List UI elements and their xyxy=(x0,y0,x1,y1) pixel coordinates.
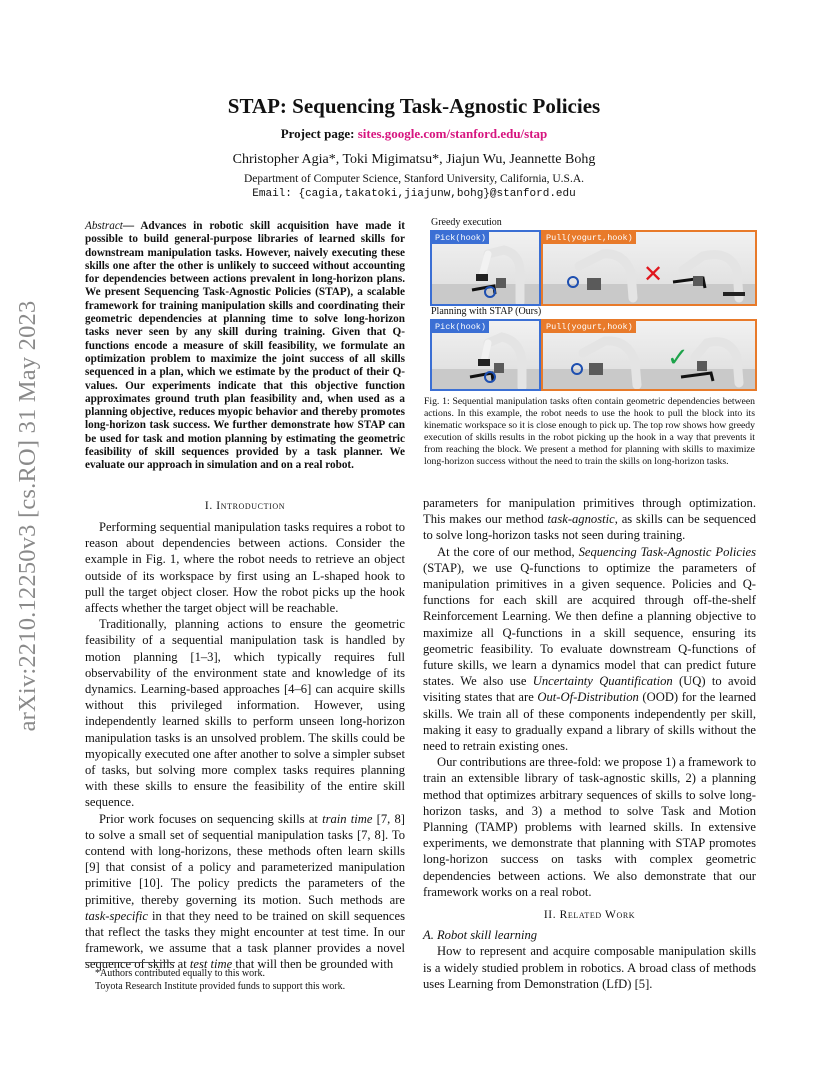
panel-tag: Pick(hook) xyxy=(432,232,489,244)
fig-panel-greedy-pick xyxy=(430,230,541,306)
arxiv-stamp xyxy=(0,276,56,756)
fig-row1-label: Greedy execution xyxy=(431,217,502,228)
email: Email: {cagia,takatoki,jiajunw,bohg}@stanford.edu xyxy=(252,188,576,200)
intro-paragraph-3: Prior work focuses on sequencing skills at train time [7, 8] to solve a small set of sequential manipulation tasks [7, 8]. To contend with long-horizons, these methods often learn skills [9] that consist of a policy and parameterized manipulation primitive [10]. The policy predicts the parameters of the primitive, thereby governing its motion. Such methods are task-specific in that they need to be trained on skill sequences that reflect the tasks they might encounter at test time. In our framework, we assume that a task planner provides a novel sequence of skills at test time that will then be grounded with xyxy=(85,811,405,972)
figure-caption: Fig. 1: Sequential manipulation tasks often contain geometric dependencies between actions. In this example, the robot needs to use the hook to pull the block into its kinematic workspace so it is close enough to pick up. The top row shows how greedy execution of skills results in the robot picking up the hook in a way that prevents it from reaching the block. We present a method for planning with skills to maximize long-horizon success without the need to train the skills on long-horizon tasks. xyxy=(424,396,755,467)
related-work-heading: II. Related Work xyxy=(543,909,636,922)
footnotes xyxy=(85,967,405,993)
intro-paragraph-1: Performing sequential manipulation tasks requires a robot to reason about dependencies between actions. Consider the example in Fig. 1, where the robot needs to retrieve an object outside of its workspace by first using an L-shaped hook to pull the target object closer. How the robot picks up the hook affects whether the target object will be reachable. xyxy=(85,520,405,616)
right-paragraph-3: Our contributions are three-fold: we propose 1) a framework to train an extensible library of task-agnostic skills, 2) a planning method that optimizes arbitrary sequences of skills to solve long-horizon tasks, and 3) a method to solve Task and Motion Planning (TAMP) problems with learned skills. In extensive experiments, we demonstrate that planning with STAP promotes long-horizon success on tasks with complex geometric dependencies between actions. We also demonstrate that our framework works on a real robot. xyxy=(423,755,756,899)
panel-tag: Pull(yogurt,hook) xyxy=(543,232,636,244)
subsection-heading: A. Robot skill learning xyxy=(423,928,538,943)
right-paragraph-2: At the core of our method, Sequencing Task-Agnostic Policies (STAP), we use Q-functions to optimize the parameters of manipulation primitives in a given sequence. Policies and Q-functions for each skill are acquired through off-the-shelf Reinforcement Learning. We then define a planning objective to maximize all Q-functions in a skill sequence, ensuring its geometric feasibility. To evaluate downstream Q-functions of future skills, we learn a dynamics model that can predict future states. We also use Uncertainty Quantification (UQ) to avoid visiting states that are Out-Of-Distribution (OOD) for the learned skills. We train all of these components independently per skill, making it easy to gradually expand a library of skills without the need to retrain existing ones. xyxy=(423,544,756,754)
fig-row2-label: Planning with STAP (Ours) xyxy=(431,306,542,317)
intro-body xyxy=(85,519,405,973)
abstract xyxy=(85,220,405,473)
authors: Christopher Agia*, Toki Migimatsu*, Jiajun Wu, Jeannette Bohg xyxy=(232,152,596,167)
success-check-icon: ✓ xyxy=(667,343,689,373)
footnote-rule xyxy=(85,962,175,963)
intro-heading: I. Introduction xyxy=(204,500,286,512)
footnote-2: Toyota Research Institute provided funds to support this work. xyxy=(95,981,346,992)
panel-tag: Pick(hook) xyxy=(432,321,489,333)
project-prefix: Project page: xyxy=(280,126,358,141)
abstract-text: — Advances in robotic skill acquisition have made it possible to build general-purpose libraries of learned skills for downstream manipulation tasks. However, naively executing these skills one after the other is unlikely to succeed without accounting for dependencies between actions prevalent in long-horizon plans. We present Sequencing Task-Agnostic Policies (STAP), a scalable framework for training manipulation skills and coordinating their geometric dependencies at planning time to solve long-horizon tasks never seen by any skill during training. Given that Q-functions encode a measure of skill feasibility, we formulate an optimization problem to maximize the joint success of all skills sequenced in a plan, which we estimate by the product of their Q-values. Our experiments indicate that this objective function approximates ground truth plan feasibility and, when used as a planning objective, reduces myopic behavior and thereby promotes long-horizon task success. We further demonstrate how STAP can be used for task and motion planning by estimating the geometric feasibility of skill sequences provided by a task planner. We evaluate our approach in simulation and on a real robot. xyxy=(85,220,405,472)
right-body xyxy=(423,495,756,992)
fig-panel-greedy-pull xyxy=(541,230,757,306)
project-link[interactable]: sites.google.com/stanford.edu/stap xyxy=(357,126,548,141)
right-paragraph-1: parameters for manipulation primitives through optimization. This makes our method task-agnostic, as skills can be sequenced to solve long-horizon tasks not seen during training. xyxy=(423,496,756,543)
paper-title: STAP: Sequencing Task-Agnostic Policies xyxy=(227,94,601,118)
panel-tag: Pull(yogurt,hook) xyxy=(543,321,636,333)
footnote-1: *Authors contributed equally to this work. xyxy=(95,968,265,979)
fig-panel-stap-pick xyxy=(430,319,541,391)
project-line xyxy=(0,126,828,142)
fail-x-icon: ✕ xyxy=(643,260,664,288)
fig-panel-stap-pull xyxy=(541,319,757,391)
arxiv-stamp-text: arXiv:2210.12250v3 [cs.RO] 31 May 2023 xyxy=(14,300,41,732)
abstract-label: Abstract xyxy=(85,220,123,232)
right-paragraph-4: How to represent and acquire composable manipulation skills is a widely studied problem in robotics. A broad class of methods uses Learning from Demonstration (LfD) [5]. xyxy=(423,944,756,991)
department: Department of Computer Science, Stanford University, California, U.S.A. xyxy=(243,173,585,185)
intro-paragraph-2: Traditionally, planning actions to ensure the geometric feasibility of a sequential manipulation task is handled by motion planning [1–3], which typically requires full observability of the environment state and knowledge of its dynamics. Learning-based approaches [4–6] can acquire skills without this privileged information. However, using independently learned skills to perform unseen long-horizon manipulation tasks is an unsolved problem. The skills could be myopically executed one after another to solve a simpler subset of tasks, but solving more complex tasks requires planning with these skills to ensure the feasibility of the entire skill sequence. xyxy=(85,617,405,810)
